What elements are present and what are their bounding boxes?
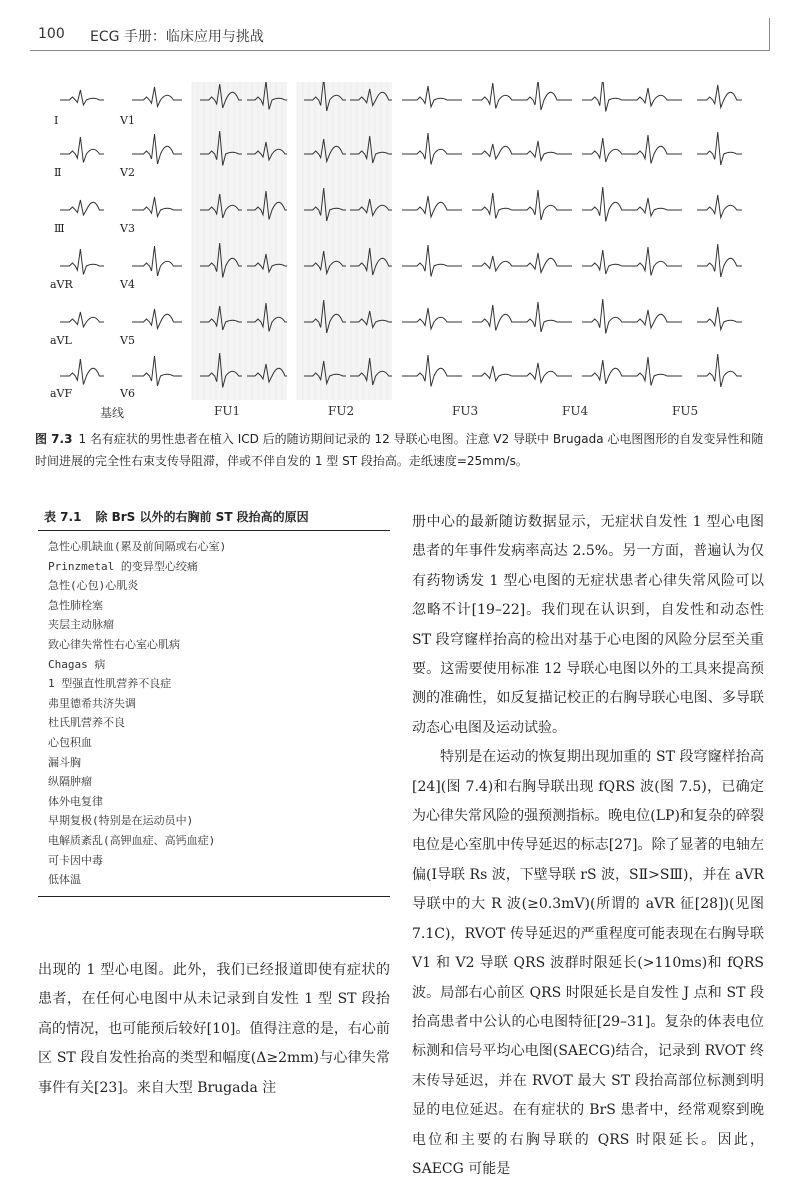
ecg-grid-background [297,82,392,400]
table-row: 1 型强直性肌营养不良症 [48,677,172,691]
lead-label-V6: V6 [120,387,135,400]
ecg-trace [622,135,682,164]
lead-label-aVF: aVF [50,387,73,400]
panel-label-baseline: 基线 [100,406,125,420]
ecg-trace [697,307,742,330]
ecg-trace [132,134,182,164]
header-rule [30,50,770,51]
ecg-trace [472,144,517,159]
lead-label-V4: V4 [120,278,135,291]
ecg-trace [132,87,182,107]
ecg-trace [582,250,627,274]
ecg-trace [472,256,517,271]
panel-label-fu3: FU3 [452,404,479,418]
ecg-trace [622,198,682,216]
table-row: 早期复极(特别是在运动员中) [48,814,194,828]
table-number: 表 7.1 [44,510,82,524]
ecg-trace [582,360,627,384]
lead-label-V2: V2 [120,166,135,179]
page-number: 100 [38,26,65,42]
ecg-trace [582,187,627,222]
table-row: 电解质紊乱(高钾血症、高钙血症) [48,833,216,847]
ecg-trace [697,354,742,387]
ecg-trace [60,312,104,327]
ecg-trace [697,195,742,218]
ecg-trace [132,246,182,276]
table-row: 急性心肌缺血(累及前间隔或右心室) [48,540,227,553]
ecg-trace [582,299,627,334]
panel-label-fu5: FU5 [672,404,699,418]
lead-label-III: Ⅲ [54,222,65,235]
page-header [30,18,770,48]
table-row: 漏斗胸 [48,755,81,769]
ecg-trace [697,132,742,165]
lead-label-V5: V5 [120,334,135,347]
table-title-text: 除 BrS 以外的右胸前 ST 段抬高的原因 [95,510,309,524]
table-row: 急性(心包)心肌炎 [48,579,139,593]
ecg-figure [42,82,762,422]
paragraph: 特别是在运动的恢复期出现加重的 ST 段穹窿样抬高[24](图 7.4)和右胸导联出现 fQRS 波(图 7.5)，已确定为心律失常风险的强预测指标。晚电位(LP)和复杂的碎裂电位是心室肌中传导延迟的标志[27]。除了显著的电轴左偏(Ⅰ导联 Rs 波，下壁导联 rS 波，SⅡ>SⅢ)，并在 aVR 导联中的大 R 波(≥0.3mV)(所谓的 aVR 征[28])(见图 7.1C)，RVOT 传导延迟的严重程度可能表现在右胸导联 V1 和 V2 导联 QRS 波群时限延长(>110ms)和 fQRS 波。局部右心前区 QRS 时限延长是自发性 J 点和 ST 段抬高患者中公认的心电图特征[29–31]。复杂的体表电位标测和信号平均心电图(SAECG)结合，记录到 RVOT 终末传导延迟，并在 RVOT 最大 ST 段抬高部位标测到明显的电位延迟。在有症状的 BrS 患者中，经常观察到晚电位和主要的右胸导联的 QRS 时限延长。因此，SAECG 可能是 [412,749,764,1177]
ecg-trace [132,309,182,329]
table-row: 致心律失常性右心室心肌病 [48,637,180,651]
ecg-grid-background [192,82,287,400]
paragraph: 册中心的最新随访数据显示，无症状自发性 1 型心电图患者的年事件发病率高达 2.5%。另一方面，普遍认为仅有药物诱发 1 型心电图的无症状患者心律失常风险可以忽略不计[19–22]。我们现在认识到，自发性和动态性 ST 段穹窿样抬高的检出对基于心电图的风险分层至关重要。这需要使用标准 12 导联心电图以外的工具来提高预测的准确性，如反复描记校正的右胸导联心电图、多导联动态心电图及运动试验。 [412,514,764,736]
table-row: 体外电复律 [48,794,103,808]
ecg-trace [402,196,462,217]
table-list [38,531,390,897]
ecg-trace [512,363,572,383]
ecg-trace [472,366,517,381]
paragraph: 出现的 1 型心电图。此外，我们已经报道即使有症状的患者，在任何心电图中从未记录到自发性 1 型 ST 段抬高的情况，也可能预后较好[10]。值得注意的是，右心前区 ST 段自发性抬高的类型和幅度(Δ≥2mm)与心律失常事件有关[23]。来自大型 Brugada 注 [38,962,390,1096]
ecg-trace [622,357,682,386]
lead-label-V1: V1 [120,114,135,127]
lead-label-aVR: aVR [50,278,73,291]
ecg-trace [697,244,742,277]
running-title: ECG 手册：临床应用与挑战 [90,29,264,45]
ecg-trace [512,141,572,161]
ecg-trace [512,302,572,332]
table-row: Prinzmetal 的变异型心绞痛 [48,559,198,573]
ecg-trace [582,82,627,112]
lead-label-II: Ⅱ [54,166,62,179]
table-row: Chagas 病 [48,657,106,671]
ecg-trace [402,308,462,329]
table-row: 杜氏肌营养不良 [48,716,125,730]
table-row: 低体温 [48,873,81,887]
ecg-trace [512,253,572,273]
ecg-trace [132,356,182,386]
table-title [38,506,390,531]
ecg-trace [60,249,104,275]
table-row: 夹层主动脉瘤 [48,618,114,632]
table-row: 急性肺栓塞 [48,598,103,612]
ecg-trace [402,355,462,387]
ecg-trace [472,83,517,109]
body-text-left [38,956,390,1103]
lead-label-V3: V3 [120,222,135,235]
ecg-trace [512,190,572,220]
ecg-trace [60,200,104,215]
ecg-trace [622,247,682,276]
table-row: 心包积血 [48,735,92,749]
ecg-trace [402,133,462,165]
caption-text: 1 名有症状的男性患者在植入 ICD 后的随访期间记录的 12 导联心电图。注意 V2 导联中 Brugada 心电图图形的自发变异性和随时间进展的完全性右束支传导阻滞，伴或不伴自发的 1 型 ST 段抬高。走纸速度=25mm/s。 [35,432,764,468]
ecg-trace [697,85,742,108]
panel-label-fu1: FU1 [214,404,241,418]
lead-label-aVL: aVL [50,334,72,347]
ecg-trace [132,197,182,217]
ecg-tracings [42,82,762,422]
ecg-trace [622,88,682,106]
ecg-trace [402,245,462,277]
ecg-trace [512,82,572,110]
panel-label-fu4: FU4 [562,404,589,418]
ecg-trace [60,137,104,163]
ecg-trace [60,359,104,385]
caption-label: 图 7.3 [35,432,73,446]
panel-label-fu2: FU2 [328,404,355,418]
ecg-trace [472,193,517,219]
ecg-trace [60,90,104,105]
ecg-trace [472,305,517,331]
figure-caption [35,428,765,472]
ecg-trace [402,86,462,107]
table-7-1 [38,506,390,897]
lead-label-I: Ⅰ [54,114,59,127]
table-row: 弗里德希共济失调 [48,696,136,710]
table-row: 可卡因中毒 [48,853,103,867]
table-row: 纵隔肿瘤 [48,775,92,789]
body-text-right [412,508,764,1184]
ecg-trace [582,138,627,162]
ecg-trace [622,310,682,328]
header-vertical-rule [769,18,770,50]
